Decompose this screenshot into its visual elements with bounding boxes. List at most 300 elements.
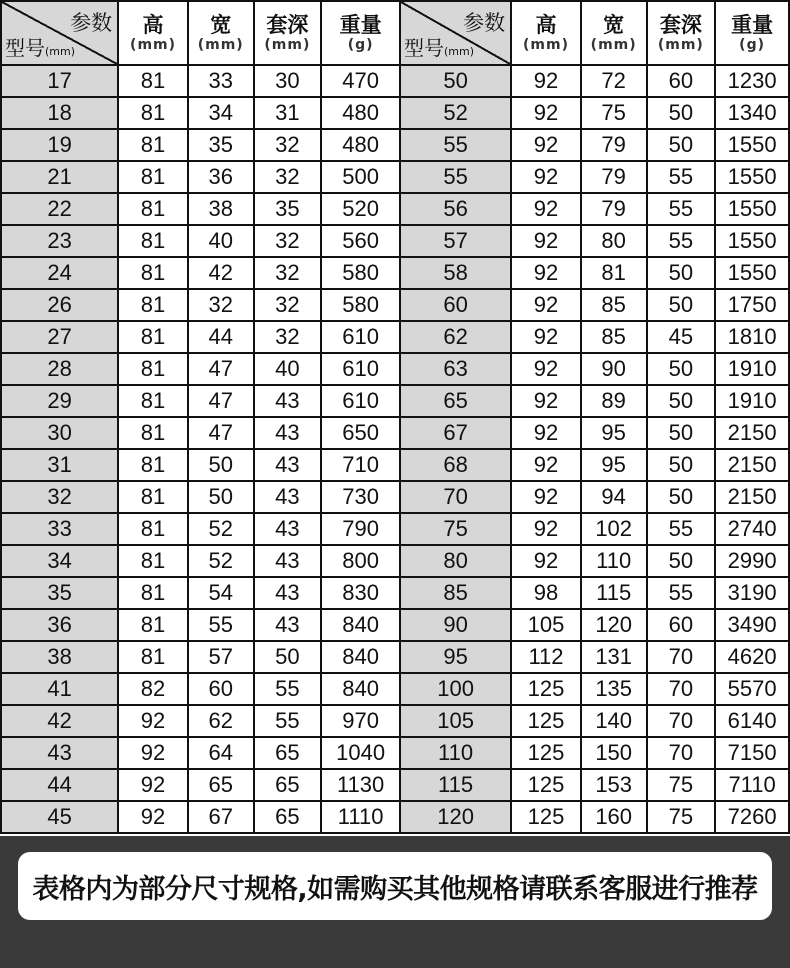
- value-cell: 7150: [715, 737, 789, 769]
- value-cell: 92: [511, 449, 581, 481]
- value-cell: 92: [118, 737, 188, 769]
- value-cell: 92: [511, 257, 581, 289]
- column-header-label: 宽: [210, 13, 232, 37]
- value-cell: 79: [581, 161, 647, 193]
- value-cell: 153: [581, 769, 647, 801]
- value-cell: 47: [188, 353, 254, 385]
- value-cell: 47: [188, 385, 254, 417]
- value-cell: 92: [511, 97, 581, 129]
- value-cell: 1550: [715, 161, 789, 193]
- value-cell: 65: [254, 801, 322, 833]
- value-cell: 32: [254, 225, 322, 257]
- value-cell: 82: [118, 673, 188, 705]
- value-cell: 70: [647, 641, 716, 673]
- value-cell: 50: [647, 129, 716, 161]
- value-cell: 92: [511, 193, 581, 225]
- value-cell: 610: [321, 385, 400, 417]
- model-cell: 57: [400, 225, 511, 257]
- value-cell: 32: [188, 289, 254, 321]
- corner-model-unit: (mm): [45, 45, 76, 58]
- model-cell: 45: [1, 801, 118, 833]
- value-cell: 79: [581, 193, 647, 225]
- model-cell: 95: [400, 641, 511, 673]
- value-cell: 79: [581, 129, 647, 161]
- table-row: [1, 193, 789, 225]
- value-cell: 92: [511, 513, 581, 545]
- column-header-unit: (mm): [657, 37, 704, 53]
- model-cell: 58: [400, 257, 511, 289]
- model-cell: 36: [1, 609, 118, 641]
- value-cell: 52: [188, 513, 254, 545]
- value-cell: 81: [118, 65, 188, 97]
- value-cell: 125: [511, 769, 581, 801]
- table-row: [1, 609, 789, 641]
- corner-param-label: 参数: [463, 11, 506, 35]
- value-cell: 135: [581, 673, 647, 705]
- value-cell: 30: [254, 65, 322, 97]
- value-cell: 43: [254, 513, 322, 545]
- corner-model-label: [5, 32, 75, 61]
- value-cell: 1550: [715, 193, 789, 225]
- value-cell: 92: [118, 801, 188, 833]
- column-header-label: 套深: [266, 13, 309, 37]
- value-cell: 81: [118, 193, 188, 225]
- value-cell: 40: [188, 225, 254, 257]
- value-cell: 1230: [715, 65, 789, 97]
- model-cell: 50: [400, 65, 511, 97]
- value-cell: 70: [647, 737, 716, 769]
- value-cell: 81: [118, 417, 188, 449]
- value-cell: 500: [321, 161, 400, 193]
- model-cell: 31: [1, 449, 118, 481]
- value-cell: 970: [321, 705, 400, 737]
- value-cell: 50: [188, 449, 254, 481]
- table-row: [1, 417, 789, 449]
- value-cell: 560: [321, 225, 400, 257]
- value-cell: 830: [321, 577, 400, 609]
- model-cell: 38: [1, 641, 118, 673]
- value-cell: 85: [581, 321, 647, 353]
- value-cell: 36: [188, 161, 254, 193]
- model-cell: 29: [1, 385, 118, 417]
- value-cell: 44: [188, 321, 254, 353]
- model-cell: 44: [1, 769, 118, 801]
- model-cell: 68: [400, 449, 511, 481]
- value-cell: 840: [321, 609, 400, 641]
- value-cell: 50: [647, 353, 716, 385]
- value-cell: 81: [581, 257, 647, 289]
- table-row: [1, 673, 789, 705]
- value-cell: 115: [581, 577, 647, 609]
- value-cell: 730: [321, 481, 400, 513]
- value-cell: 1550: [715, 225, 789, 257]
- value-cell: 43: [254, 385, 322, 417]
- value-cell: 112: [511, 641, 581, 673]
- value-cell: 55: [647, 513, 716, 545]
- column-header-label: 高: [142, 13, 164, 37]
- column-header-unit: (g): [739, 37, 765, 53]
- column-header-unit: (mm): [264, 37, 311, 53]
- value-cell: 35: [254, 193, 322, 225]
- value-cell: 81: [118, 513, 188, 545]
- value-cell: 81: [118, 609, 188, 641]
- value-cell: 50: [647, 289, 716, 321]
- model-cell: 115: [400, 769, 511, 801]
- value-cell: 92: [511, 481, 581, 513]
- value-cell: 55: [647, 577, 716, 609]
- table-header: [1, 1, 789, 65]
- value-cell: 52: [188, 545, 254, 577]
- table-body: [1, 65, 789, 833]
- value-cell: 520: [321, 193, 400, 225]
- value-cell: 50: [188, 481, 254, 513]
- value-cell: 81: [118, 321, 188, 353]
- value-cell: 55: [647, 161, 716, 193]
- model-cell: 21: [1, 161, 118, 193]
- value-cell: 50: [647, 481, 716, 513]
- value-cell: 4620: [715, 641, 789, 673]
- header-row: [1, 1, 789, 65]
- value-cell: 125: [511, 801, 581, 833]
- value-cell: 62: [188, 705, 254, 737]
- value-cell: 160: [581, 801, 647, 833]
- value-cell: 2990: [715, 545, 789, 577]
- model-cell: 43: [1, 737, 118, 769]
- value-cell: 67: [188, 801, 254, 833]
- value-cell: 55: [254, 673, 322, 705]
- value-cell: 80: [581, 225, 647, 257]
- column-header: [188, 1, 254, 65]
- value-cell: 55: [647, 225, 716, 257]
- value-cell: 1550: [715, 129, 789, 161]
- model-cell: 30: [1, 417, 118, 449]
- table-row: [1, 737, 789, 769]
- value-cell: 92: [511, 353, 581, 385]
- value-cell: 105: [511, 609, 581, 641]
- corner-header-1: [1, 1, 118, 65]
- value-cell: 50: [647, 417, 716, 449]
- model-cell: 33: [1, 513, 118, 545]
- value-cell: 81: [118, 545, 188, 577]
- value-cell: 35: [188, 129, 254, 161]
- table-row: [1, 161, 789, 193]
- value-cell: 75: [581, 97, 647, 129]
- table-row: [1, 353, 789, 385]
- value-cell: 38: [188, 193, 254, 225]
- value-cell: 5570: [715, 673, 789, 705]
- value-cell: 610: [321, 321, 400, 353]
- corner-model-label: [404, 32, 474, 61]
- column-header-unit: (mm): [523, 37, 569, 53]
- value-cell: 2150: [715, 449, 789, 481]
- notice-text: 表格内为部分尺寸规格,如需购买其他规格请联系客服进行推荐: [32, 873, 758, 905]
- corner-model-unit: (mm): [444, 45, 475, 58]
- table-row: [1, 97, 789, 129]
- model-cell: 52: [400, 97, 511, 129]
- model-cell: 110: [400, 737, 511, 769]
- column-header: [254, 1, 322, 65]
- value-cell: 90: [581, 353, 647, 385]
- model-cell: 19: [1, 129, 118, 161]
- model-cell: 18: [1, 97, 118, 129]
- column-header-label: 重量: [339, 13, 382, 37]
- value-cell: 50: [647, 449, 716, 481]
- value-cell: 81: [118, 289, 188, 321]
- value-cell: 81: [118, 481, 188, 513]
- table-row: [1, 545, 789, 577]
- column-header-unit: (g): [347, 37, 374, 53]
- value-cell: 65: [188, 769, 254, 801]
- model-cell: 67: [400, 417, 511, 449]
- value-cell: 45: [647, 321, 716, 353]
- value-cell: 75: [647, 801, 716, 833]
- value-cell: 57: [188, 641, 254, 673]
- value-cell: 43: [254, 417, 322, 449]
- value-cell: 43: [254, 609, 322, 641]
- value-cell: 710: [321, 449, 400, 481]
- value-cell: 102: [581, 513, 647, 545]
- value-cell: 64: [188, 737, 254, 769]
- table-row: [1, 65, 789, 97]
- value-cell: 81: [118, 97, 188, 129]
- value-cell: 70: [647, 673, 716, 705]
- model-cell: 62: [400, 321, 511, 353]
- value-cell: 1750: [715, 289, 789, 321]
- table-row: [1, 321, 789, 353]
- value-cell: 43: [254, 449, 322, 481]
- value-cell: 55: [647, 193, 716, 225]
- value-cell: 125: [511, 673, 581, 705]
- value-cell: 92: [118, 705, 188, 737]
- value-cell: 840: [321, 673, 400, 705]
- footer-bar: [0, 836, 790, 968]
- model-cell: 75: [400, 513, 511, 545]
- value-cell: 60: [647, 609, 716, 641]
- value-cell: 131: [581, 641, 647, 673]
- table-row: [1, 513, 789, 545]
- value-cell: 610: [321, 353, 400, 385]
- value-cell: 75: [647, 769, 716, 801]
- value-cell: 81: [118, 449, 188, 481]
- value-cell: 580: [321, 257, 400, 289]
- value-cell: 7260: [715, 801, 789, 833]
- value-cell: 480: [321, 129, 400, 161]
- value-cell: 54: [188, 577, 254, 609]
- value-cell: 50: [647, 97, 716, 129]
- model-cell: 80: [400, 545, 511, 577]
- value-cell: 1810: [715, 321, 789, 353]
- value-cell: 85: [581, 289, 647, 321]
- value-cell: 50: [647, 545, 716, 577]
- model-cell: 85: [400, 577, 511, 609]
- value-cell: 81: [118, 385, 188, 417]
- value-cell: 95: [581, 449, 647, 481]
- value-cell: 32: [254, 161, 322, 193]
- model-cell: 42: [1, 705, 118, 737]
- value-cell: 480: [321, 97, 400, 129]
- model-cell: 28: [1, 353, 118, 385]
- value-cell: 92: [511, 545, 581, 577]
- value-cell: 92: [511, 417, 581, 449]
- column-header: [715, 1, 789, 65]
- value-cell: 60: [188, 673, 254, 705]
- value-cell: 50: [647, 257, 716, 289]
- model-cell: 41: [1, 673, 118, 705]
- value-cell: 50: [254, 641, 322, 673]
- value-cell: 1110: [321, 801, 400, 833]
- value-cell: 43: [254, 577, 322, 609]
- value-cell: 32: [254, 129, 322, 161]
- model-cell: 35: [1, 577, 118, 609]
- value-cell: 89: [581, 385, 647, 417]
- model-cell: 26: [1, 289, 118, 321]
- value-cell: 50: [647, 385, 716, 417]
- model-cell: 32: [1, 481, 118, 513]
- column-header-label: 重量: [731, 13, 774, 37]
- table-row: [1, 801, 789, 833]
- model-cell: 105: [400, 705, 511, 737]
- value-cell: 70: [647, 705, 716, 737]
- value-cell: 72: [581, 65, 647, 97]
- value-cell: 47: [188, 417, 254, 449]
- column-header-unit: (mm): [197, 37, 244, 53]
- column-header-label: 高: [535, 13, 557, 37]
- model-cell: 63: [400, 353, 511, 385]
- value-cell: 98: [511, 577, 581, 609]
- value-cell: 81: [118, 641, 188, 673]
- value-cell: 470: [321, 65, 400, 97]
- value-cell: 92: [511, 225, 581, 257]
- table-row: [1, 705, 789, 737]
- table-row: [1, 385, 789, 417]
- column-header: [321, 1, 400, 65]
- model-cell: 55: [400, 129, 511, 161]
- value-cell: 92: [511, 321, 581, 353]
- model-cell: 56: [400, 193, 511, 225]
- value-cell: 42: [188, 257, 254, 289]
- table-row: [1, 641, 789, 673]
- value-cell: 92: [511, 385, 581, 417]
- value-cell: 92: [511, 289, 581, 321]
- value-cell: 125: [511, 737, 581, 769]
- model-cell: 17: [1, 65, 118, 97]
- value-cell: 81: [118, 257, 188, 289]
- value-cell: 2150: [715, 417, 789, 449]
- value-cell: 2740: [715, 513, 789, 545]
- table-row: [1, 129, 789, 161]
- value-cell: 3190: [715, 577, 789, 609]
- column-header: [647, 1, 716, 65]
- model-cell: 27: [1, 321, 118, 353]
- table-row: [1, 257, 789, 289]
- column-header: [581, 1, 647, 65]
- model-cell: 90: [400, 609, 511, 641]
- model-cell: 23: [1, 225, 118, 257]
- value-cell: 31: [254, 97, 322, 129]
- table-row: [1, 449, 789, 481]
- value-cell: 140: [581, 705, 647, 737]
- value-cell: 81: [118, 161, 188, 193]
- corner-model-text: 型号: [404, 36, 445, 60]
- value-cell: 65: [254, 737, 322, 769]
- value-cell: 65: [254, 769, 322, 801]
- value-cell: 650: [321, 417, 400, 449]
- model-cell: 70: [400, 481, 511, 513]
- value-cell: 1550: [715, 257, 789, 289]
- value-cell: 1340: [715, 97, 789, 129]
- model-cell: 120: [400, 801, 511, 833]
- column-header: [118, 1, 188, 65]
- value-cell: 40: [254, 353, 322, 385]
- notice-box: [18, 852, 772, 920]
- value-cell: 81: [118, 577, 188, 609]
- value-cell: 32: [254, 257, 322, 289]
- value-cell: 800: [321, 545, 400, 577]
- value-cell: 125: [511, 705, 581, 737]
- model-cell: 34: [1, 545, 118, 577]
- value-cell: 1040: [321, 737, 400, 769]
- corner-param-label: 参数: [70, 11, 113, 35]
- value-cell: 43: [254, 545, 322, 577]
- column-header-unit: (mm): [590, 37, 637, 53]
- value-cell: 840: [321, 641, 400, 673]
- model-cell: 100: [400, 673, 511, 705]
- value-cell: 55: [254, 705, 322, 737]
- value-cell: 32: [254, 289, 322, 321]
- value-cell: 95: [581, 417, 647, 449]
- table-row: [1, 577, 789, 609]
- table-row: [1, 769, 789, 801]
- column-header-label: 套深: [659, 13, 702, 37]
- value-cell: 33: [188, 65, 254, 97]
- value-cell: 1130: [321, 769, 400, 801]
- value-cell: 6140: [715, 705, 789, 737]
- model-cell: 60: [400, 289, 511, 321]
- value-cell: 2150: [715, 481, 789, 513]
- corner-model-text: 型号: [5, 36, 45, 60]
- value-cell: 81: [118, 225, 188, 257]
- value-cell: 92: [118, 769, 188, 801]
- value-cell: 790: [321, 513, 400, 545]
- value-cell: 92: [511, 65, 581, 97]
- table-row: [1, 481, 789, 513]
- table-row: [1, 225, 789, 257]
- model-cell: 65: [400, 385, 511, 417]
- value-cell: 81: [118, 129, 188, 161]
- value-cell: 43: [254, 481, 322, 513]
- value-cell: 55: [188, 609, 254, 641]
- value-cell: 1910: [715, 385, 789, 417]
- value-cell: 92: [511, 129, 581, 161]
- value-cell: 7110: [715, 769, 789, 801]
- column-header: [511, 1, 581, 65]
- value-cell: 92: [511, 161, 581, 193]
- value-cell: 110: [581, 545, 647, 577]
- value-cell: 94: [581, 481, 647, 513]
- model-cell: 22: [1, 193, 118, 225]
- model-cell: 24: [1, 257, 118, 289]
- value-cell: 3490: [715, 609, 789, 641]
- value-cell: 60: [647, 65, 716, 97]
- value-cell: 32: [254, 321, 322, 353]
- column-header-label: 宽: [603, 13, 625, 37]
- value-cell: 580: [321, 289, 400, 321]
- value-cell: 150: [581, 737, 647, 769]
- table-row: [1, 289, 789, 321]
- corner-header-2: [400, 1, 511, 65]
- column-header-unit: (mm): [130, 37, 177, 53]
- value-cell: 1910: [715, 353, 789, 385]
